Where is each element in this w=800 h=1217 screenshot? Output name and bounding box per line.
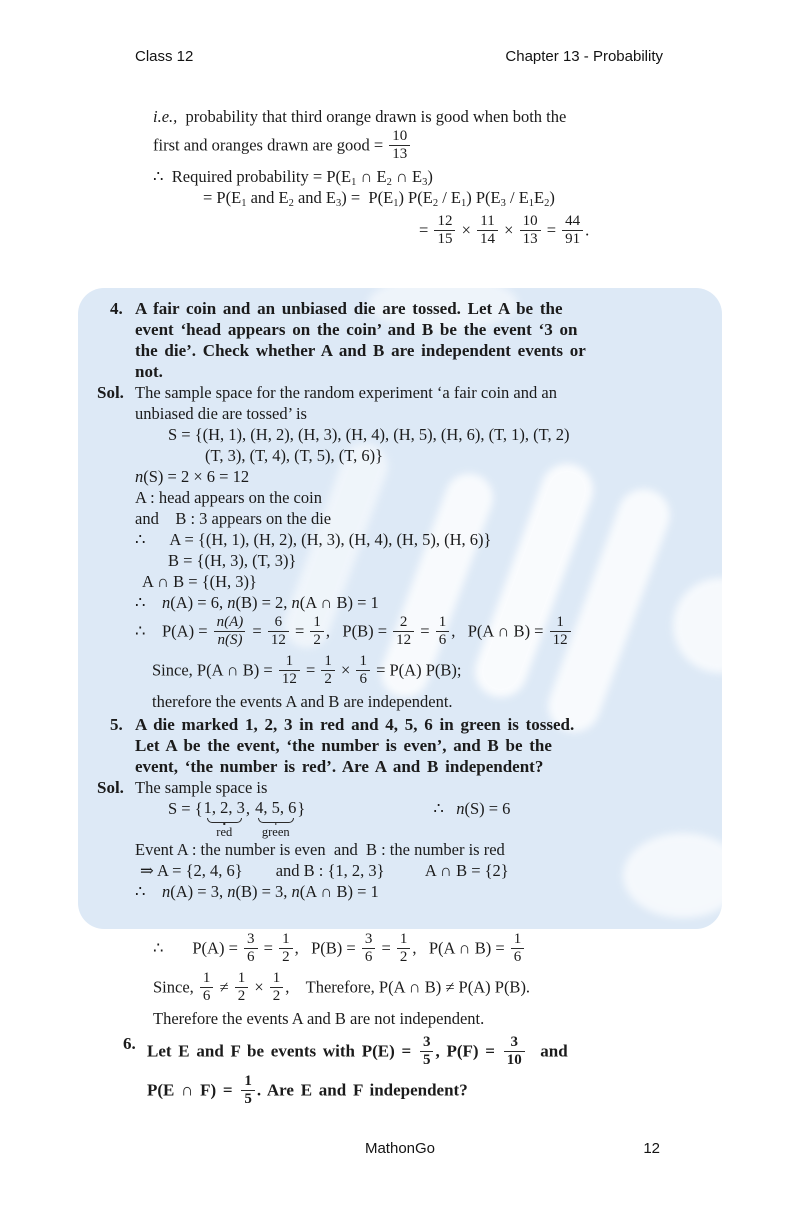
page-header <box>135 48 663 65</box>
solution-4-line: unbiased die are tossed’ is <box>135 404 307 423</box>
intro-derivation <box>97 106 742 251</box>
question-4-line: not. <box>135 362 163 381</box>
solution-4-line: The sample space for the random experiment ‘a fair coin and an <box>135 383 557 402</box>
page-footer <box>0 1140 800 1157</box>
n-of-s-value: ∴ n(S) = 6 <box>433 799 511 818</box>
sample-space-line: S = {(H, 1), (H, 2), (H, 3), (H, 4), (H, 5), (H, 6), (T, 1), (T, 2) <box>168 425 570 444</box>
question-5 <box>97 714 702 777</box>
solution-4-line: A : head appears on the coin <box>135 488 322 507</box>
math-line: ∴ P(A) = $\frac{3}{6}$ = $\frac{1}{2}$ , P(B) = $\frac{3}{6}$ = $\frac{1}{2}$ , P(A ∩ B) = $\frac{1}{6}$ <box>153 930 745 969</box>
question-5-number: 5. <box>110 715 123 734</box>
footer-page-number: 12 <box>643 1140 660 1157</box>
math-line: ∴ n(A) = 3, n(B) = 3, n(A ∩ B) = 1 <box>135 882 379 901</box>
conclusion-line: Therefore the events A and B are not independent. <box>153 1009 485 1028</box>
underbraced-set: S = { 1, 2, 3 red , 4, 5, 6 green } <box>168 798 306 839</box>
question-4-number: 4. <box>110 299 123 318</box>
question-4-line: A fair coin and an unbiased die are tossed. Let A be the <box>135 299 563 318</box>
math-line: ∴ P(A) = $\frac{n(A)}{n(S)}$ = $\frac{6}{12}$ = $\frac{1}{2}$ , P(B) = $\frac{2}{12}$ = $\frac{1}{6}$ , P(A ∩ B) = $\frac{1}{12}$ <box>135 613 702 652</box>
solution-4 <box>97 382 702 712</box>
math-line: A ∩ B = {(H, 3)} <box>142 572 257 591</box>
solution-5-line: The sample space is <box>135 778 268 797</box>
math-line: n(S) = 2 × 6 = 12 <box>135 467 250 486</box>
solution-4-line: therefore the events A and B are independent. <box>152 692 453 711</box>
question-4-line: the die’. Check whether A and B are independent events or <box>135 341 586 360</box>
header-chapter-label: Chapter 13 - Probability <box>505 48 663 65</box>
highlighted-block <box>78 288 722 929</box>
question-4 <box>97 298 702 382</box>
intro-line-3: ∴ Required probability = $P(E_1$ ∩ $E_2$ ∩ $E_3$) <box>153 167 433 188</box>
intro-line-5: = $\frac{12}{15}$ × $\frac{11}{14}$ × $\frac{10}{13}$ = $\frac{44}{91}$ . <box>419 213 590 247</box>
solution-5 <box>97 777 702 902</box>
question-5-line: Let A be the event, ‘the number is even’, and B be the <box>135 736 552 755</box>
question-6-number: 6. <box>123 1034 136 1053</box>
intro-line-2: first and oranges drawn are good = $\frac{10}{13}$ <box>153 127 742 166</box>
math-line: Since, $\frac{1}{6}$ ≠ $\frac{1}{2}$ × $\frac{1}{2}$ , Therefore, P(A ∩ B) ≠ P(A) P(B). <box>153 970 531 1004</box>
math-line: Since, P(A ∩ B) = $\frac{1}{12}$ = $\frac{1}{2}$ × $\frac{1}{6}$ = P(A) P(B); <box>152 653 462 687</box>
sample-space-line: (T, 3), (T, 4), (T, 5), (T, 6)} <box>205 446 384 465</box>
question-6-line: P(E ∩ F) = $\frac{1}{5}$ . Are E and F independent? <box>147 1073 468 1107</box>
solution-5-label: Sol. <box>97 778 124 797</box>
solution-4-line: and B : 3 appears on the die <box>135 509 332 528</box>
question-5-line: A die marked 1, 2, 3 in red and 4, 5, 6 in green is tossed. <box>135 715 575 734</box>
math-line: ⇒ A = {2, 4, 6} and B : {1, 2, 3} A ∩ B = {2} <box>140 861 509 880</box>
question-6 <box>97 1033 745 1111</box>
header-class-label: Class 12 <box>135 48 194 65</box>
math-line: B = {(H, 3), (T, 3)} <box>168 551 297 570</box>
intro-line-1: i.e., probability that third orange drawn is good when both the <box>153 107 567 126</box>
question-6-line: Let E and F be events with P(E) = $\frac{3}{5}$ , P(F) = $\frac{3}{10}$ and <box>147 1034 568 1068</box>
math-line: ∴ n(A) = 6, n(B) = 2, n(A ∩ B) = 1 <box>135 593 379 612</box>
question-4-line: event ‘head appears on the coin’ and B be the event ‘3 on <box>135 320 578 339</box>
footer-brand: MathonGo <box>364 1140 436 1157</box>
math-line: ∴ A = {(H, 1), (H, 2), (H, 3), (H, 4), (H, 5), (H, 6)} <box>135 530 492 549</box>
question-5-line: event, ‘the number is red’. Are A and B independent? <box>135 757 544 776</box>
intro-line-4: = $P(E_1$ and $E_2$ and $E_3) = P(E_1)$ $P(E_2 / E_1)$ $P(E_3 / E_1E_2)$ <box>203 188 555 209</box>
solution-4-label: Sol. <box>97 383 124 402</box>
sample-space-underbrace-line <box>168 798 702 839</box>
solution-5-line: Event A : the number is even and B : the number is red <box>135 840 505 859</box>
post-block <box>97 930 745 1111</box>
